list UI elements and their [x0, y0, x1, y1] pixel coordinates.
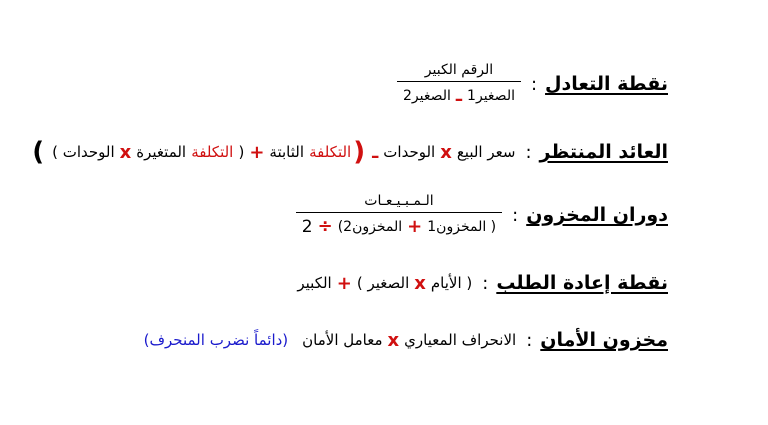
- inventory-1: ( المخزون1: [427, 218, 497, 235]
- sale-price: سعر البيع: [456, 143, 516, 161]
- standard-deviation: الانحراف المعياري: [404, 331, 517, 349]
- break-even-minus: ـ: [455, 85, 463, 106]
- break-even-small1: الصغير1: [467, 87, 515, 104]
- divisor-two: 2: [301, 216, 313, 237]
- inventory-2: المخزون2): [337, 218, 403, 235]
- break-even-small2: الصغير2: [402, 87, 451, 104]
- inventory-turnover-fraction: [296, 193, 502, 237]
- reorder-point-label: نقطة إعادة الطلب: [496, 272, 668, 294]
- units-1: الوحدات: [383, 143, 436, 161]
- inventory-turnover-colon: :: [512, 204, 519, 226]
- fixed-suffix: الثابتة: [269, 143, 304, 161]
- units-2: الوحدات ): [52, 143, 115, 161]
- days: ( الأيام: [430, 274, 473, 292]
- break-even-colon: :: [530, 73, 538, 95]
- times-sign-2: x: [119, 141, 132, 163]
- expected-return-colon: :: [525, 141, 532, 163]
- inventory-turnover-denominator: [296, 212, 502, 237]
- inventory-plus: +: [407, 216, 423, 237]
- break-even-numerator: الرقم الكبير: [424, 62, 494, 78]
- expected-return-label: العائد المنتظر: [539, 141, 668, 163]
- times-sign-1: x: [440, 141, 452, 163]
- safety-stock-colon: :: [526, 329, 533, 351]
- sales-numerator: الـمـبـيـعـات: [364, 193, 434, 209]
- reorder-point-row: [297, 272, 668, 294]
- reorder-point-colon: :: [482, 272, 489, 294]
- largest: الكبير: [297, 274, 332, 292]
- safety-factor: معامل الأمان: [302, 331, 383, 349]
- safety-note: (دائماً نضرب المنحرف): [143, 331, 289, 349]
- inventory-turnover-row: [296, 193, 668, 237]
- inventory-turnover-label: دوران المخزون: [526, 204, 668, 226]
- break-even-label: نقطة التعادل: [545, 73, 668, 95]
- reorder-plus: +: [336, 272, 352, 294]
- plus-sign: +: [249, 141, 265, 163]
- smallest: الصغير ): [356, 274, 410, 292]
- break-even-denominator: [397, 81, 521, 106]
- reorder-times: x: [414, 272, 426, 294]
- open-bracket: (: [353, 137, 366, 167]
- break-even-fraction: [397, 62, 521, 106]
- safety-stock-label: مخزون الأمان: [540, 329, 668, 351]
- break-even-row: [397, 62, 668, 106]
- close-bracket: ): [32, 137, 45, 167]
- fixed-cost: التكلفة: [309, 143, 352, 161]
- expected-return-row: [30, 139, 668, 165]
- minus-sign: ـ: [372, 141, 379, 163]
- variable-suffix: المتغيرة: [136, 143, 187, 161]
- safety-stock-row: [144, 329, 668, 351]
- divide-sign: ÷: [317, 216, 333, 237]
- variable-cost: التكلفة: [191, 143, 234, 161]
- safety-times: x: [387, 329, 400, 351]
- open-paren: (: [238, 143, 245, 161]
